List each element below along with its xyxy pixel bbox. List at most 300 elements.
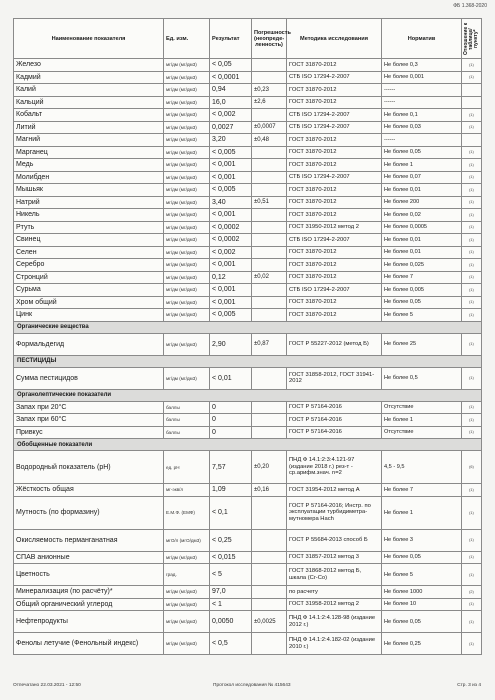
table-row bbox=[14, 296, 482, 309]
indicator-name: Запах при 20°C bbox=[14, 401, 164, 414]
norm-cell: Не более 0,05 bbox=[382, 146, 462, 159]
table-row bbox=[14, 496, 482, 529]
table-row bbox=[14, 484, 482, 497]
method-cell: ГОСТ 31868-2012 метод Б, шкала (Cr-Co) bbox=[287, 564, 382, 586]
note-cell: (1) bbox=[462, 59, 482, 72]
norm-cell: Не более 1 bbox=[382, 159, 462, 172]
error-cell bbox=[252, 367, 287, 389]
table-row bbox=[14, 184, 482, 197]
indicator-name: Запах при 60°C bbox=[14, 414, 164, 427]
error-cell bbox=[252, 401, 287, 414]
method-cell: по расчету bbox=[287, 586, 382, 599]
table-row bbox=[14, 367, 482, 389]
note-cell: (1) bbox=[462, 234, 482, 247]
norm-cell: Не более 7 bbox=[382, 271, 462, 284]
method-cell: ГОСТ 31870-2012 bbox=[287, 134, 382, 147]
note-cell: (1) bbox=[462, 296, 482, 309]
unit-cell: мг/дм (мг/дм3) bbox=[164, 196, 210, 209]
table-row bbox=[14, 234, 482, 247]
indicator-name: Водородный показатель (pH) bbox=[14, 451, 164, 484]
unit-cell: баллы bbox=[164, 414, 210, 427]
unit-cell: мг/дм (мг/дм3) bbox=[164, 171, 210, 184]
error-cell bbox=[252, 259, 287, 272]
section-row bbox=[14, 439, 482, 451]
error-cell: ±0,16 bbox=[252, 484, 287, 497]
unit-cell: мг/дм (мг/дм3) bbox=[164, 71, 210, 84]
note-cell: (1) bbox=[462, 171, 482, 184]
error-cell bbox=[252, 598, 287, 611]
result-cell: < 0,0001 bbox=[210, 71, 252, 84]
method-cell: ПНД Ф 14.1:2:3:4.121-97 (издание 2018 г.) рез-т - ср.арифм.знач. n=2 bbox=[287, 451, 382, 484]
unit-cell: мг/дм (мг/дм3) bbox=[164, 586, 210, 599]
method-cell: ГОСТ 31958-2012 метод 2 bbox=[287, 598, 382, 611]
unit-cell: баллы bbox=[164, 401, 210, 414]
unit-cell: мг/дм (мг/дм3) bbox=[164, 296, 210, 309]
note-cell bbox=[462, 96, 482, 109]
note-cell: (1) bbox=[462, 259, 482, 272]
table-row bbox=[14, 426, 482, 439]
unit-cell: мг/дм (мг/дм3) bbox=[164, 271, 210, 284]
table-row bbox=[14, 96, 482, 109]
note-cell: (1) bbox=[462, 496, 482, 529]
header-note: Отношение к таблице/ пункту* bbox=[462, 19, 482, 59]
norm-cell: Отсутствие bbox=[382, 426, 462, 439]
error-cell: ±0,87 bbox=[252, 333, 287, 355]
result-cell: < 0,01 bbox=[210, 367, 252, 389]
indicator-name: СПАВ анионные bbox=[14, 551, 164, 564]
method-cell: ГОСТ 31870-2012 bbox=[287, 96, 382, 109]
error-cell bbox=[252, 551, 287, 564]
table-row bbox=[14, 109, 482, 122]
error-cell bbox=[252, 284, 287, 297]
result-cell: < 0,001 bbox=[210, 209, 252, 222]
norm-cell: Не более 0,05 bbox=[382, 611, 462, 633]
result-cell: 16,0 bbox=[210, 96, 252, 109]
unit-cell: мг/дм (мг/дм3) bbox=[164, 209, 210, 222]
indicator-name: Натрий bbox=[14, 196, 164, 209]
result-cell: < 0,001 bbox=[210, 284, 252, 297]
norm-cell: Не более 0,01 bbox=[382, 246, 462, 259]
error-cell bbox=[252, 246, 287, 259]
norm-cell: Не более 1 bbox=[382, 414, 462, 427]
note-cell: (1) bbox=[462, 333, 482, 355]
error-cell: ±0,23 bbox=[252, 84, 287, 97]
note-cell: (1) bbox=[462, 309, 482, 322]
unit-cell: мг/дм (мг/дм3) bbox=[164, 246, 210, 259]
print-timestamp: Отпечатано 22.03.2021 - 12:50 bbox=[13, 683, 81, 688]
error-cell bbox=[252, 564, 287, 586]
table-row bbox=[14, 259, 482, 272]
indicator-name: Мышьяк bbox=[14, 184, 164, 197]
result-cell: < 0,002 bbox=[210, 246, 252, 259]
error-cell bbox=[252, 59, 287, 72]
method-cell: ГОСТ 31870-2012 bbox=[287, 146, 382, 159]
norm-cell: Не более 0,025 bbox=[382, 259, 462, 272]
indicator-name: Мутность (по формазину) bbox=[14, 496, 164, 529]
note-cell: (1) bbox=[462, 484, 482, 497]
result-cell: 1,09 bbox=[210, 484, 252, 497]
section-row bbox=[14, 355, 482, 367]
unit-cell: мг/дм (мг/дм3) bbox=[164, 309, 210, 322]
note-cell: (2) bbox=[462, 586, 482, 599]
norm-cell: Не более 0,03 bbox=[382, 121, 462, 134]
unit-cell: мг/дм (мг/дм3) bbox=[164, 611, 210, 633]
error-cell bbox=[252, 633, 287, 655]
table-row bbox=[14, 598, 482, 611]
error-cell bbox=[252, 529, 287, 551]
result-cell: < 0,015 bbox=[210, 551, 252, 564]
result-cell: < 0,5 bbox=[210, 633, 252, 655]
table-row bbox=[14, 309, 482, 322]
norm-cell: 4,5 - 9,5 bbox=[382, 451, 462, 484]
header-error: Погрешность (неопреде-ленность) bbox=[252, 19, 287, 59]
unit-cell: мгО/л (мгО/дм3) bbox=[164, 529, 210, 551]
unit-cell: ед. pH bbox=[164, 451, 210, 484]
norm-cell: Не более 0,02 bbox=[382, 209, 462, 222]
result-cell: 7,57 bbox=[210, 451, 252, 484]
result-cell: < 1 bbox=[210, 598, 252, 611]
result-cell: < 0,001 bbox=[210, 171, 252, 184]
section-title: ПЕСТИЦИДЫ bbox=[14, 355, 482, 367]
method-cell: ГОСТ Р 57164-2016 bbox=[287, 414, 382, 427]
unit-cell: мг/дм (мг/дм3) bbox=[164, 234, 210, 247]
unit-cell: мг/дм (мг/дм3) bbox=[164, 184, 210, 197]
norm-cell: Не более 0,1 bbox=[382, 109, 462, 122]
unit-cell: баллы bbox=[164, 426, 210, 439]
unit-cell: мг/дм (мг/дм3) bbox=[164, 109, 210, 122]
unit-cell: град. bbox=[164, 564, 210, 586]
table-row bbox=[14, 414, 482, 427]
method-cell: ГОСТ 31954-2012 метод А bbox=[287, 484, 382, 497]
method-cell: СТБ ISO 17294-2-2007 bbox=[287, 234, 382, 247]
result-cell: < 5 bbox=[210, 564, 252, 586]
note-cell: (6) bbox=[462, 451, 482, 484]
note-cell: (1) bbox=[462, 196, 482, 209]
error-cell: ±2,6 bbox=[252, 96, 287, 109]
table-row bbox=[14, 146, 482, 159]
section-row bbox=[14, 321, 482, 333]
indicator-name: Сумма пестицидов bbox=[14, 367, 164, 389]
norm-cell: Не более 7 bbox=[382, 484, 462, 497]
table-row bbox=[14, 586, 482, 599]
result-cell: 2,90 bbox=[210, 333, 252, 355]
unit-cell: мг/дм (мг/дм3) bbox=[164, 159, 210, 172]
error-cell bbox=[252, 184, 287, 197]
method-cell: ГОСТ Р 57164-2016; Инстр. по эксплуатации турбидиметра-мутномера Hach bbox=[287, 496, 382, 529]
indicator-name: Кальций bbox=[14, 96, 164, 109]
error-cell bbox=[252, 586, 287, 599]
method-cell: ГОСТ 31950-2012 метод 2 bbox=[287, 221, 382, 234]
table-row bbox=[14, 196, 482, 209]
indicator-name: Кадмий bbox=[14, 71, 164, 84]
norm-cell: Не более 1 bbox=[382, 496, 462, 529]
error-cell bbox=[252, 171, 287, 184]
header-method: Методика исследования bbox=[287, 19, 382, 59]
note-cell: (1) bbox=[462, 121, 482, 134]
error-cell: ±0,02 bbox=[252, 271, 287, 284]
table-row bbox=[14, 134, 482, 147]
method-cell: ГОСТ 31870-2012 bbox=[287, 209, 382, 222]
unit-cell: мг/дм (мг/дм3) bbox=[164, 96, 210, 109]
table-row bbox=[14, 284, 482, 297]
norm-cell: Не более 200 bbox=[382, 196, 462, 209]
indicator-name: Окисляемость перманганатная bbox=[14, 529, 164, 551]
section-title: Обобщенные показатели bbox=[14, 439, 482, 451]
section-row bbox=[14, 389, 482, 401]
note-cell: (1) bbox=[462, 367, 482, 389]
norm-cell: Не более 0,5 bbox=[382, 367, 462, 389]
indicator-name: Привкус bbox=[14, 426, 164, 439]
header-name: Наименование показателя bbox=[14, 19, 164, 59]
method-cell: ГОСТ Р 55684-2013 способ Б bbox=[287, 529, 382, 551]
unit-cell: мг/дм (мг/дм3) bbox=[164, 284, 210, 297]
result-cell: 0,0027 bbox=[210, 121, 252, 134]
indicator-name: Магний bbox=[14, 134, 164, 147]
norm-cell: Не более 3 bbox=[382, 529, 462, 551]
result-cell: < 0,05 bbox=[210, 59, 252, 72]
method-cell: СТБ ISO 17294-2-2007 bbox=[287, 284, 382, 297]
result-cell: 0 bbox=[210, 414, 252, 427]
unit-cell: мг/дм (мг/дм3) bbox=[164, 259, 210, 272]
error-cell bbox=[252, 426, 287, 439]
indicator-name: Ртуть bbox=[14, 221, 164, 234]
note-cell: (1) bbox=[462, 271, 482, 284]
result-cell: < 0,25 bbox=[210, 529, 252, 551]
result-cell: < 0,1 bbox=[210, 496, 252, 529]
result-cell: 0 bbox=[210, 426, 252, 439]
method-cell: ПНД Ф 14.1:2:4.128-98 (издание 2012 г.) bbox=[287, 611, 382, 633]
result-cell: < 0,001 bbox=[210, 159, 252, 172]
note-cell: (1) bbox=[462, 551, 482, 564]
indicator-name: Свинец bbox=[14, 234, 164, 247]
norm-cell: Не более 0,0005 bbox=[382, 221, 462, 234]
error-cell bbox=[252, 296, 287, 309]
table-row bbox=[14, 171, 482, 184]
method-cell: ПНД Ф 14.1:2:4.182-02 (издание 2010 г.) bbox=[287, 633, 382, 655]
table-row bbox=[14, 209, 482, 222]
method-cell: СТБ ISO 17294-2-2007 bbox=[287, 121, 382, 134]
error-cell bbox=[252, 146, 287, 159]
table-row bbox=[14, 59, 482, 72]
note-cell: (1) bbox=[462, 184, 482, 197]
table-row bbox=[14, 271, 482, 284]
indicator-name: Молибден bbox=[14, 171, 164, 184]
indicator-name: Литий bbox=[14, 121, 164, 134]
table-row bbox=[14, 84, 482, 97]
result-cell: 0,0050 bbox=[210, 611, 252, 633]
results-table bbox=[13, 18, 482, 655]
note-cell: (1) bbox=[462, 401, 482, 414]
norm-cell: Не более 0,05 bbox=[382, 551, 462, 564]
error-cell bbox=[252, 234, 287, 247]
note-cell: (1) bbox=[462, 611, 482, 633]
table-row bbox=[14, 564, 482, 586]
error-cell bbox=[252, 209, 287, 222]
indicator-name: Серебро bbox=[14, 259, 164, 272]
indicator-name: Никель bbox=[14, 209, 164, 222]
indicator-name: Кобальт bbox=[14, 109, 164, 122]
header-result: Результат bbox=[210, 19, 252, 59]
error-cell bbox=[252, 159, 287, 172]
method-cell: ГОСТ 31870-2012 bbox=[287, 259, 382, 272]
indicator-name: Сурьма bbox=[14, 284, 164, 297]
indicator-name: Хром общий bbox=[14, 296, 164, 309]
method-cell: ГОСТ 31870-2012 bbox=[287, 184, 382, 197]
unit-cell: мг-экв/л bbox=[164, 484, 210, 497]
result-cell: < 0,0002 bbox=[210, 234, 252, 247]
method-cell: ГОСТ 31858-2012, ГОСТ 31941-2012 bbox=[287, 367, 382, 389]
norm-cell: Не более 0,01 bbox=[382, 234, 462, 247]
error-cell: ±0,0007 bbox=[252, 121, 287, 134]
method-cell: ГОСТ 31870-2012 bbox=[287, 59, 382, 72]
result-cell: < 0,005 bbox=[210, 146, 252, 159]
section-title: Органические вещества bbox=[14, 321, 482, 333]
unit-cell: мг/дм (мг/дм3) bbox=[164, 134, 210, 147]
indicator-name: Цинк bbox=[14, 309, 164, 322]
norm-cell: Не более 0,05 bbox=[382, 296, 462, 309]
note-cell: (1) bbox=[462, 633, 482, 655]
method-cell: ГОСТ 31870-2012 bbox=[287, 271, 382, 284]
unit-cell: мг/дм (мг/дм3) bbox=[164, 59, 210, 72]
table-row bbox=[14, 333, 482, 355]
indicator-name: Железо bbox=[14, 59, 164, 72]
error-cell bbox=[252, 109, 287, 122]
norm-cell: Не более 5 bbox=[382, 564, 462, 586]
indicator-name: Калий bbox=[14, 84, 164, 97]
note-cell: (1) bbox=[462, 426, 482, 439]
result-cell: < 0,001 bbox=[210, 296, 252, 309]
norm-cell: Не более 0,001 bbox=[382, 71, 462, 84]
form-code: ФБ 1.368-2020 bbox=[453, 3, 487, 9]
table-row bbox=[14, 551, 482, 564]
indicator-name: Фенолы летучие (Фенольный индекс) bbox=[14, 633, 164, 655]
table-row bbox=[14, 611, 482, 633]
unit-cell: мг/дм (мг/дм3) bbox=[164, 221, 210, 234]
result-cell: 3,40 bbox=[210, 196, 252, 209]
note-cell: (1) bbox=[462, 109, 482, 122]
method-cell: ГОСТ 31857-2012 метод 3 bbox=[287, 551, 382, 564]
note-cell: (1) bbox=[462, 71, 482, 84]
error-cell bbox=[252, 309, 287, 322]
indicator-name: Общий органический углерод bbox=[14, 598, 164, 611]
table-row bbox=[14, 401, 482, 414]
method-cell: ГОСТ Р 57164-2016 bbox=[287, 401, 382, 414]
result-cell: < 0,0002 bbox=[210, 221, 252, 234]
norm-cell: Не более 0,01 bbox=[382, 184, 462, 197]
table-row bbox=[14, 451, 482, 484]
note-cell: (1) bbox=[462, 146, 482, 159]
indicator-name: Минерализация (по расчёту)* bbox=[14, 586, 164, 599]
unit-cell: мг/дм (мг/дм3) bbox=[164, 598, 210, 611]
result-cell: < 0,005 bbox=[210, 184, 252, 197]
method-cell: СТБ ISO 17294-2-2007 bbox=[287, 171, 382, 184]
method-cell: ГОСТ 31870-2012 bbox=[287, 296, 382, 309]
norm-cell: ------ bbox=[382, 134, 462, 147]
note-cell: (1) bbox=[462, 209, 482, 222]
header-norm: Норматив bbox=[382, 19, 462, 59]
norm-cell: ------ bbox=[382, 84, 462, 97]
norm-cell: Не более 0,25 bbox=[382, 633, 462, 655]
note-cell: (1) bbox=[462, 529, 482, 551]
indicator-name: Жёсткость общая bbox=[14, 484, 164, 497]
indicator-name: Селен bbox=[14, 246, 164, 259]
norm-cell: Не более 10 bbox=[382, 598, 462, 611]
error-cell: ±0,20 bbox=[252, 451, 287, 484]
result-cell: 97,0 bbox=[210, 586, 252, 599]
unit-cell: мг/дм (мг/дм3) bbox=[164, 633, 210, 655]
unit-cell: Е.М.Ф. (ЕМФ) bbox=[164, 496, 210, 529]
table-row bbox=[14, 246, 482, 259]
method-cell: СТБ ISO 17294-2-2007 bbox=[287, 71, 382, 84]
note-cell bbox=[462, 134, 482, 147]
table-row bbox=[14, 221, 482, 234]
result-cell: 0,94 bbox=[210, 84, 252, 97]
error-cell bbox=[252, 496, 287, 529]
unit-cell: мг/дм (мг/дм3) bbox=[164, 333, 210, 355]
note-cell: (1) bbox=[462, 598, 482, 611]
note-cell bbox=[462, 84, 482, 97]
table-row bbox=[14, 121, 482, 134]
error-cell: ±0,48 bbox=[252, 134, 287, 147]
result-cell: < 0,005 bbox=[210, 309, 252, 322]
method-cell: ГОСТ Р 55227-2012 (метод Б) bbox=[287, 333, 382, 355]
method-cell: ГОСТ Р 57164-2016 bbox=[287, 426, 382, 439]
header-unit: Ед. изм. bbox=[164, 19, 210, 59]
table-row bbox=[14, 633, 482, 655]
norm-cell: Отсутствие bbox=[382, 401, 462, 414]
norm-cell: Не более 0,005 bbox=[382, 284, 462, 297]
note-cell: (1) bbox=[462, 221, 482, 234]
indicator-name: Нефтепродукты bbox=[14, 611, 164, 633]
note-cell: (1) bbox=[462, 284, 482, 297]
method-cell: ГОСТ 31870-2012 bbox=[287, 309, 382, 322]
unit-cell: мг/дм (мг/дм3) bbox=[164, 146, 210, 159]
indicator-name: Формальдегид bbox=[14, 333, 164, 355]
method-cell: ГОСТ 31870-2012 bbox=[287, 159, 382, 172]
unit-cell: мг/дм (мг/дм3) bbox=[164, 84, 210, 97]
table-row bbox=[14, 529, 482, 551]
norm-cell: ------ bbox=[382, 96, 462, 109]
error-cell: ±0,51 bbox=[252, 196, 287, 209]
indicator-name: Цветность bbox=[14, 564, 164, 586]
unit-cell: мг/дм (мг/дм3) bbox=[164, 121, 210, 134]
unit-cell: мг/дм (мг/дм3) bbox=[164, 367, 210, 389]
norm-cell: Не более 0,3 bbox=[382, 59, 462, 72]
note-cell: (1) bbox=[462, 414, 482, 427]
method-cell: ГОСТ 31870-2012 bbox=[287, 84, 382, 97]
norm-cell: Не более 1000 bbox=[382, 586, 462, 599]
page-number: Стр. 3 из 4 bbox=[457, 683, 481, 688]
indicator-name: Медь bbox=[14, 159, 164, 172]
note-cell: (1) bbox=[462, 564, 482, 586]
result-cell: 0 bbox=[210, 401, 252, 414]
error-cell bbox=[252, 221, 287, 234]
error-cell bbox=[252, 414, 287, 427]
result-cell: 3,20 bbox=[210, 134, 252, 147]
table-row bbox=[14, 159, 482, 172]
unit-cell: мг/дм (мг/дм3) bbox=[164, 551, 210, 564]
protocol-number: Протокол исследования № 415643 bbox=[213, 683, 291, 688]
result-cell: 0,12 bbox=[210, 271, 252, 284]
note-cell: (1) bbox=[462, 159, 482, 172]
norm-cell: Не более 0,07 bbox=[382, 171, 462, 184]
norm-cell: Не более 25 bbox=[382, 333, 462, 355]
indicator-name: Марганец bbox=[14, 146, 164, 159]
result-cell: < 0,002 bbox=[210, 109, 252, 122]
result-cell: < 0,001 bbox=[210, 259, 252, 272]
error-cell: ±0,0025 bbox=[252, 611, 287, 633]
section-title: Органолептические показатели bbox=[14, 389, 482, 401]
